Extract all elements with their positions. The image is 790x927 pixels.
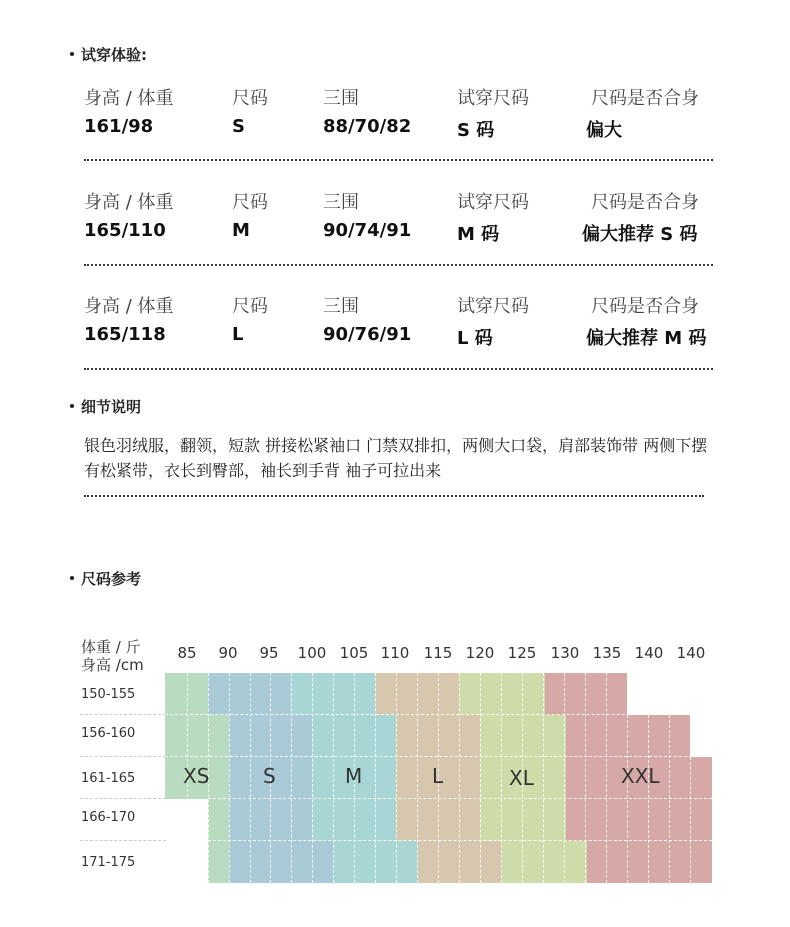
band-xxl <box>545 673 627 715</box>
weight-label: 115 <box>423 644 453 662</box>
band-xl <box>480 715 566 757</box>
header-measurements: 三围 <box>323 296 359 317</box>
band-xs <box>165 715 229 757</box>
header-trial-size: 试穿尺码 <box>457 192 529 213</box>
grid-line <box>669 715 670 883</box>
header-trial-size: 试穿尺码 <box>457 296 529 317</box>
weight-label: 120 <box>465 644 495 662</box>
value-height-weight: 165/118 <box>84 324 166 345</box>
weight-label: 95 <box>259 644 279 662</box>
grid-line <box>165 714 690 715</box>
size-label-xl: XL <box>509 766 534 790</box>
weight-label: 105 <box>339 644 369 662</box>
band-s <box>208 673 290 715</box>
grid-line <box>459 673 460 883</box>
row-divider <box>80 798 166 799</box>
size-label-xxl: XXL <box>621 764 660 788</box>
height-row-label: 156-160 <box>81 726 136 741</box>
grid-line <box>291 673 292 883</box>
header-fit: 尺码是否合身 <box>591 296 699 317</box>
grid-line <box>606 673 607 883</box>
band-xl <box>502 841 587 883</box>
value-measurements: 90/76/91 <box>323 324 412 345</box>
row-divider <box>80 714 166 715</box>
grid-line <box>690 757 691 883</box>
weight-label: 125 <box>507 644 537 662</box>
grid-line <box>396 673 397 883</box>
grid-line <box>375 673 376 883</box>
header-fit: 尺码是否合身 <box>591 192 699 213</box>
grid-line <box>543 673 544 883</box>
weight-label: 100 <box>297 644 327 662</box>
grid-line <box>501 673 502 883</box>
grid-line <box>312 673 313 883</box>
grid-line <box>627 715 628 883</box>
header-height-weight: 身高 / 体重 <box>84 192 174 213</box>
height-row-label: 166-170 <box>81 810 136 825</box>
weight-label: 140 <box>676 644 706 662</box>
grid-line <box>585 673 586 883</box>
height-axis-label: 身高 /cm <box>81 656 144 674</box>
header-size: 尺码 <box>232 296 268 317</box>
band-xl <box>459 673 545 715</box>
weight-label: 135 <box>592 644 622 662</box>
grid-line <box>208 798 712 799</box>
size-label-xs: XS <box>183 764 210 788</box>
band-xs <box>208 841 229 883</box>
value-height-weight: 161/98 <box>84 116 154 137</box>
value-trial-size: L 码 <box>457 328 493 349</box>
weight-axis-label: 体重 / 斤 <box>81 638 141 656</box>
header-fit: 尺码是否合身 <box>591 88 699 109</box>
header-size: 尺码 <box>232 88 268 109</box>
band-xl <box>480 799 566 841</box>
header-size: 尺码 <box>232 192 268 213</box>
size-label-s: S <box>263 764 276 788</box>
grid-line <box>480 673 481 883</box>
detail-section-title-text: 细节说明 <box>81 398 142 416</box>
value-measurements: 90/74/91 <box>323 220 412 241</box>
value-fit: 偏大推荐 S 码 <box>582 224 698 245</box>
value-fit: 偏大推荐 M 码 <box>586 328 707 349</box>
header-trial-size: 试穿尺码 <box>457 88 529 109</box>
band-s <box>229 841 333 883</box>
height-row-label: 161-165 <box>81 771 136 786</box>
value-size: L <box>232 324 244 345</box>
grid-line <box>333 673 334 883</box>
weight-label: 90 <box>218 644 238 662</box>
grid-line <box>564 673 565 883</box>
header-height-weight: 身高 / 体重 <box>84 88 174 109</box>
detail-description: 银色羽绒服，翻领，短款 拼接松紧袖口 门禁双排扣，两侧大口袋，肩部装饰带 两侧下摆有松紧带，衣长到臀部，袖长到手背 袖子可拉出来 <box>84 436 708 480</box>
trial-section-title-text: 试穿体验: <box>81 46 147 64</box>
weight-label: 140 <box>634 644 664 662</box>
grid-line <box>165 756 712 757</box>
weight-label: 85 <box>177 644 197 662</box>
header-measurements: 三围 <box>323 192 359 213</box>
band-xs <box>208 799 229 841</box>
grid-line <box>250 673 251 883</box>
weight-label: 110 <box>380 644 410 662</box>
height-row-label: 171-175 <box>81 855 136 870</box>
value-measurements: 88/70/82 <box>323 116 412 137</box>
value-fit: 偏大 <box>586 120 622 141</box>
grid-line <box>648 715 649 883</box>
value-height-weight: 165/110 <box>84 220 166 241</box>
band-l <box>418 841 502 883</box>
weight-label: 130 <box>550 644 580 662</box>
header-height-weight: 身高 / 体重 <box>84 296 174 317</box>
size-label-l: L <box>432 764 444 788</box>
size-label-m: M <box>345 764 363 788</box>
grid-line <box>417 673 418 883</box>
value-trial-size: S 码 <box>457 120 495 141</box>
size-section-title-text: 尺码参考 <box>81 570 142 588</box>
value-size: M <box>232 220 250 241</box>
value-size: S <box>232 116 245 137</box>
height-row-label: 150-155 <box>81 687 136 702</box>
row-divider <box>80 756 166 757</box>
grid-line <box>229 673 230 883</box>
header-measurements: 三围 <box>323 88 359 109</box>
value-trial-size: M 码 <box>457 224 500 245</box>
grid-line <box>208 840 712 841</box>
row-divider <box>80 840 166 841</box>
